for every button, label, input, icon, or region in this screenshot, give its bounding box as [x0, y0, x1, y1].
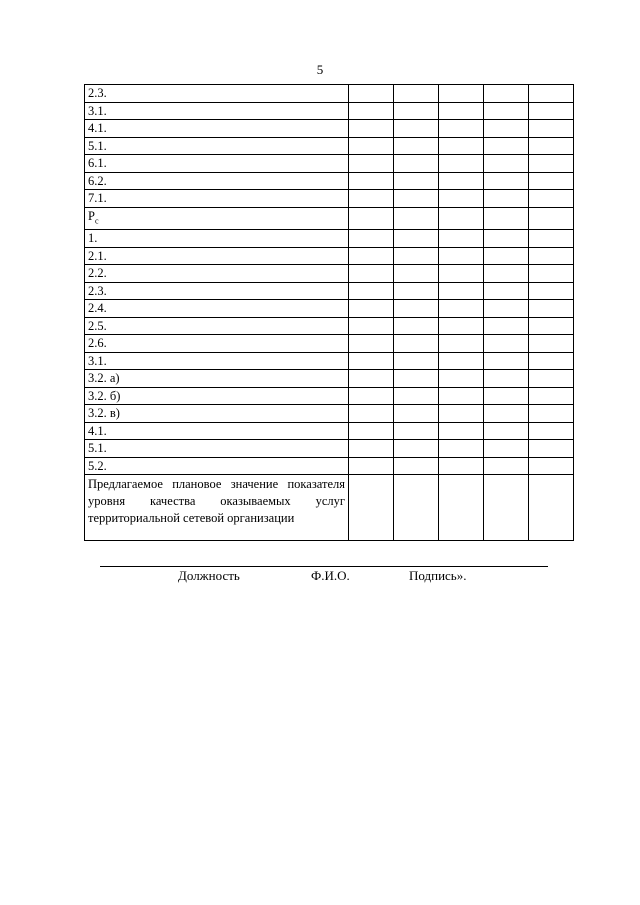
row-label-text: 4.1. — [88, 121, 107, 135]
table-row — [85, 155, 574, 173]
row-value-cell — [439, 300, 484, 318]
row-value-cell — [484, 155, 529, 173]
row-label — [85, 172, 349, 190]
row-value-cell — [394, 120, 439, 138]
row-value-cell — [394, 230, 439, 248]
row-value-cell — [349, 300, 394, 318]
row-value-cell — [439, 155, 484, 173]
row-value-cell — [394, 335, 439, 353]
row-value-cell — [394, 102, 439, 120]
row-value-cell — [529, 282, 574, 300]
row-value-cell — [529, 335, 574, 353]
row-value-cell — [484, 120, 529, 138]
row-value-cell — [349, 422, 394, 440]
row-label-text: 1. — [88, 231, 98, 245]
row-label-text: 3.2. а) — [88, 371, 120, 385]
row-value-cell — [439, 387, 484, 405]
row-value-cell — [394, 155, 439, 173]
row-label-text: 7.1. — [88, 191, 107, 205]
row-value-cell — [349, 120, 394, 138]
row-label — [85, 207, 349, 230]
row-value-cell — [484, 265, 529, 283]
row-label — [85, 265, 349, 283]
row-value-cell — [394, 370, 439, 388]
table-row — [85, 190, 574, 208]
row-value-cell — [349, 137, 394, 155]
row-value-cell — [439, 230, 484, 248]
table-row — [85, 457, 574, 475]
row-value-cell — [529, 387, 574, 405]
row-value-cell — [484, 440, 529, 458]
row-value-cell — [529, 207, 574, 230]
row-label-text: 3.1. — [88, 353, 107, 368]
row-label — [85, 440, 349, 458]
planned-value-cell — [484, 475, 529, 541]
row-value-cell — [484, 457, 529, 475]
row-value-cell — [484, 230, 529, 248]
row-value-cell — [349, 265, 394, 283]
row-label-text: 2.3. — [88, 283, 107, 298]
row-value-cell — [439, 247, 484, 265]
row-value-cell — [349, 155, 394, 173]
row-value-cell — [529, 155, 574, 173]
row-value-cell — [394, 387, 439, 405]
row-value-cell — [484, 370, 529, 388]
row-value-cell — [349, 335, 394, 353]
row-value-cell — [484, 352, 529, 370]
table-row — [85, 317, 574, 335]
row-label — [85, 405, 349, 423]
row-value-cell — [349, 282, 394, 300]
row-value-cell — [394, 440, 439, 458]
indicator-table-body — [85, 85, 574, 541]
signature-label: Подпись». — [409, 568, 467, 583]
row-value-cell — [394, 247, 439, 265]
row-value-cell — [439, 440, 484, 458]
row-label-text: 3.1. — [88, 103, 107, 118]
row-value-cell — [529, 172, 574, 190]
row-value-cell — [349, 190, 394, 208]
row-value-cell — [439, 317, 484, 335]
row-label — [85, 352, 349, 370]
row-label — [85, 317, 349, 335]
row-value-cell — [349, 247, 394, 265]
row-value-cell — [394, 207, 439, 230]
row-value-cell — [529, 317, 574, 335]
row-value-cell — [529, 457, 574, 475]
row-value-cell — [394, 300, 439, 318]
row-value-cell — [349, 370, 394, 388]
table-row — [85, 102, 574, 120]
row-value-cell — [439, 102, 484, 120]
table-row — [85, 172, 574, 190]
row-value-cell — [394, 457, 439, 475]
row-value-cell — [349, 85, 394, 103]
row-value-cell — [349, 207, 394, 230]
table-row — [85, 405, 574, 423]
row-value-cell — [439, 282, 484, 300]
row-value-cell — [394, 85, 439, 103]
planned-value-cell — [349, 475, 394, 541]
row-label-text: 3.2. б) — [88, 388, 121, 403]
indicator-table — [84, 84, 574, 541]
row-label — [85, 422, 349, 440]
row-value-cell — [394, 282, 439, 300]
row-value-cell — [439, 190, 484, 208]
row-label — [85, 370, 349, 388]
row-label-text: 2.5. — [88, 318, 107, 333]
row-value-cell — [394, 190, 439, 208]
row-value-cell — [349, 352, 394, 370]
planned-value-cell — [439, 475, 484, 541]
row-value-cell — [349, 102, 394, 120]
row-label — [85, 85, 349, 103]
row-label — [85, 387, 349, 405]
row-value-cell — [439, 265, 484, 283]
row-value-cell — [529, 300, 574, 318]
row-value-cell — [439, 207, 484, 230]
row-label-text: 2.2. — [88, 266, 107, 280]
row-label — [85, 190, 349, 208]
row-value-cell — [349, 387, 394, 405]
row-label-subscript: c — [94, 216, 99, 225]
row-value-cell — [394, 422, 439, 440]
row-label — [85, 282, 349, 300]
row-value-cell — [484, 207, 529, 230]
row-value-cell — [349, 440, 394, 458]
row-value-cell — [484, 422, 529, 440]
row-value-cell — [394, 265, 439, 283]
table-row — [85, 247, 574, 265]
row-value-cell — [484, 172, 529, 190]
row-value-cell — [484, 317, 529, 335]
table-row — [85, 370, 574, 388]
row-value-cell — [529, 230, 574, 248]
full-name-label: Ф.И.О. — [311, 568, 350, 583]
row-value-cell — [529, 440, 574, 458]
row-label — [85, 102, 349, 120]
row-label-text: 5.2. — [88, 458, 107, 473]
row-label-text: 6.2. — [88, 173, 107, 188]
row-label-text: 2.6. — [88, 336, 107, 350]
row-label-text: 5.1. — [88, 138, 107, 153]
row-value-cell — [349, 317, 394, 335]
row-label — [85, 247, 349, 265]
row-value-cell — [529, 137, 574, 155]
row-value-cell — [439, 457, 484, 475]
row-label — [85, 120, 349, 138]
table-row — [85, 387, 574, 405]
row-value-cell — [484, 282, 529, 300]
row-value-cell — [439, 172, 484, 190]
row-value-cell — [484, 102, 529, 120]
signature-line — [100, 566, 548, 567]
row-value-cell — [394, 352, 439, 370]
row-value-cell — [484, 300, 529, 318]
row-value-cell — [484, 335, 529, 353]
table-row — [85, 265, 574, 283]
table-row — [85, 440, 574, 458]
row-value-cell — [484, 405, 529, 423]
row-label — [85, 155, 349, 173]
row-value-cell — [529, 405, 574, 423]
position-label: Должность — [178, 568, 240, 583]
row-value-cell — [529, 102, 574, 120]
row-value-cell — [394, 172, 439, 190]
table-row — [85, 335, 574, 353]
row-value-cell — [439, 352, 484, 370]
table-row — [85, 422, 574, 440]
table-row — [85, 282, 574, 300]
row-label — [85, 230, 349, 248]
row-label-text: 4.1. — [88, 423, 107, 438]
row-value-cell — [349, 230, 394, 248]
table-row — [85, 352, 574, 370]
row-value-cell — [529, 247, 574, 265]
row-value-cell — [484, 137, 529, 155]
row-value-cell — [484, 387, 529, 405]
planned-value-label: Предлагаемое плановое значение показателя уровня качества оказываемых услуг территориальной сетевой организации — [85, 475, 349, 541]
row-value-cell — [529, 85, 574, 103]
row-value-cell — [439, 85, 484, 103]
row-value-cell — [439, 137, 484, 155]
row-value-cell — [394, 405, 439, 423]
row-value-cell — [484, 247, 529, 265]
row-label — [85, 335, 349, 353]
row-value-cell — [529, 422, 574, 440]
row-label-text: 2.1. — [88, 248, 107, 263]
row-label — [85, 457, 349, 475]
row-label — [85, 300, 349, 318]
row-value-cell — [529, 265, 574, 283]
planned-value-cell — [394, 475, 439, 541]
row-label-text: 5.1. — [88, 441, 107, 455]
row-value-cell — [394, 317, 439, 335]
row-value-cell — [349, 457, 394, 475]
page-number: 5 — [316, 62, 324, 77]
row-label-text: 2.4. — [88, 301, 107, 315]
row-value-cell — [349, 172, 394, 190]
row-value-cell — [394, 137, 439, 155]
row-value-cell — [439, 422, 484, 440]
table-row — [85, 230, 574, 248]
row-value-cell — [529, 190, 574, 208]
table-row — [85, 300, 574, 318]
table-row — [85, 85, 574, 103]
row-label-text: 3.2. в) — [88, 406, 120, 420]
row-value-cell — [349, 405, 394, 423]
row-value-cell — [529, 120, 574, 138]
table-row — [85, 137, 574, 155]
planned-value-row — [85, 475, 574, 541]
row-label-text: 6.1. — [88, 156, 107, 170]
row-value-cell — [484, 190, 529, 208]
row-value-cell — [529, 352, 574, 370]
row-value-cell — [439, 120, 484, 138]
row-value-cell — [529, 370, 574, 388]
planned-value-cell — [529, 475, 574, 541]
row-value-cell — [439, 405, 484, 423]
row-label-text: 2.3. — [88, 86, 107, 100]
row-value-cell — [484, 85, 529, 103]
row-value-cell — [439, 335, 484, 353]
row-value-cell — [439, 370, 484, 388]
table-row — [85, 120, 574, 138]
row-label — [85, 137, 349, 155]
row-label-text: P — [88, 208, 95, 223]
table-row — [85, 207, 574, 230]
